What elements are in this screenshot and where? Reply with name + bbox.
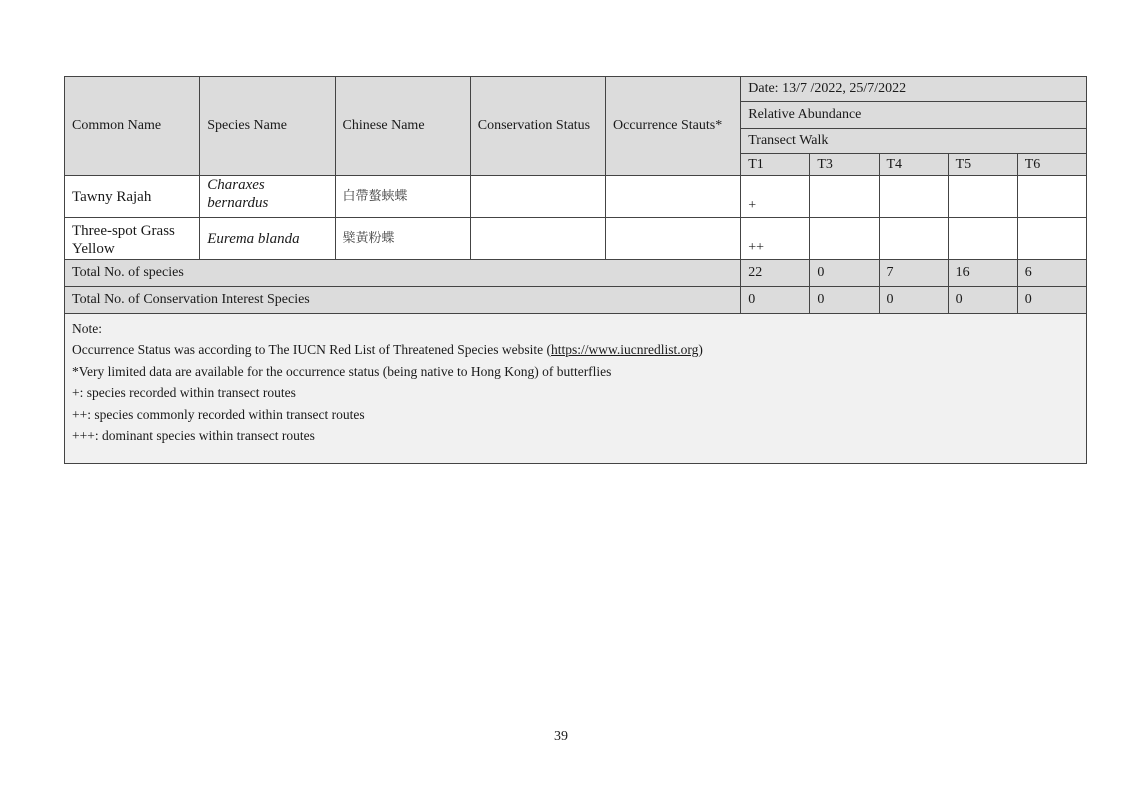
notes-occurrence-prefix: Occurrence Status was according to The IUCN Red List of Threatened Species website ( bbox=[72, 342, 551, 358]
header-relative-abundance: Relative Abundance bbox=[741, 102, 1087, 129]
species-name-cell: Charaxes bernardus bbox=[200, 176, 335, 218]
butterfly-survey-table bbox=[64, 76, 1087, 464]
occurrence-status-cell bbox=[606, 176, 741, 218]
header-transect: T6 bbox=[1017, 154, 1086, 176]
notes-cell bbox=[65, 314, 1087, 464]
total-species-value: 0 bbox=[810, 260, 879, 287]
common-name-cell: Tawny Rajah bbox=[65, 176, 200, 218]
abundance-cell bbox=[1017, 218, 1086, 260]
abundance-cell bbox=[879, 176, 948, 218]
species-name-cell: Eurema blanda bbox=[200, 218, 335, 260]
conservation-status-cell bbox=[470, 218, 605, 260]
total-conservation-value: 0 bbox=[879, 287, 948, 314]
header-transect: T4 bbox=[879, 154, 948, 176]
notes-row bbox=[65, 314, 1087, 464]
total-conservation-label: Total No. of Conservation Interest Species bbox=[65, 287, 741, 314]
total-species-row bbox=[65, 260, 1087, 287]
table-row bbox=[65, 176, 1087, 218]
chinese-name-cell: 檗黃粉蝶 bbox=[335, 218, 470, 260]
abundance-cell: + bbox=[741, 176, 810, 218]
total-conservation-value: 0 bbox=[948, 287, 1017, 314]
header-transect: T3 bbox=[810, 154, 879, 176]
iucn-redlist-link[interactable]: https://www.iucnredlist.org bbox=[550, 342, 699, 358]
header-common-name: Common Name bbox=[65, 77, 200, 176]
abundance-cell bbox=[1017, 176, 1086, 218]
abundance-cell bbox=[948, 176, 1017, 218]
occurrence-status-cell bbox=[606, 218, 741, 260]
total-conservation-value: 0 bbox=[810, 287, 879, 314]
notes-title: Note: bbox=[72, 321, 102, 336]
notes-occurrence-source bbox=[72, 339, 1079, 360]
total-conservation-value: 0 bbox=[1017, 287, 1086, 314]
table-row bbox=[65, 218, 1087, 260]
total-species-label: Total No. of species bbox=[65, 260, 741, 287]
total-species-value: 6 bbox=[1017, 260, 1086, 287]
header-species-name: Species Name bbox=[200, 77, 335, 176]
total-conservation-row bbox=[65, 287, 1087, 314]
notes-occurrence-suffix: ) bbox=[698, 342, 703, 358]
header-occurrence-status: Occurrence Stauts* bbox=[606, 77, 741, 176]
abundance-cell: ++ bbox=[741, 218, 810, 260]
total-conservation-value: 0 bbox=[741, 287, 810, 314]
chinese-name-cell: 白帶螯蛺蝶 bbox=[335, 176, 470, 218]
notes-legend-plus2: ++: species commonly recorded within transect routes bbox=[72, 406, 365, 422]
header-transect: T5 bbox=[948, 154, 1017, 176]
total-species-value: 16 bbox=[948, 260, 1017, 287]
header-transect-walk: Transect Walk bbox=[741, 129, 1087, 154]
page-number: 39 bbox=[554, 729, 568, 744]
notes-legend-plus3: +++: dominant species within transect routes bbox=[72, 427, 315, 443]
header-transect: T1 bbox=[741, 154, 810, 176]
header-conservation-status: Conservation Status bbox=[470, 77, 605, 176]
abundance-cell bbox=[879, 218, 948, 260]
total-species-value: 7 bbox=[879, 260, 948, 287]
common-name-cell: Three-spot Grass Yellow bbox=[65, 218, 200, 260]
abundance-cell bbox=[948, 218, 1017, 260]
conservation-status-cell bbox=[470, 176, 605, 218]
header-date: Date: 13/7 /2022, 25/7/2022 bbox=[741, 77, 1087, 102]
notes-limited-data: *Very limited data are available for the occurrence status (being native to Hong Kong) of butterflies bbox=[72, 363, 612, 379]
abundance-cell bbox=[810, 176, 879, 218]
total-species-value: 22 bbox=[741, 260, 810, 287]
notes-legend-plus: +: species recorded within transect routes bbox=[72, 385, 296, 401]
header-chinese-name: Chinese Name bbox=[335, 77, 470, 176]
abundance-cell bbox=[810, 218, 879, 260]
